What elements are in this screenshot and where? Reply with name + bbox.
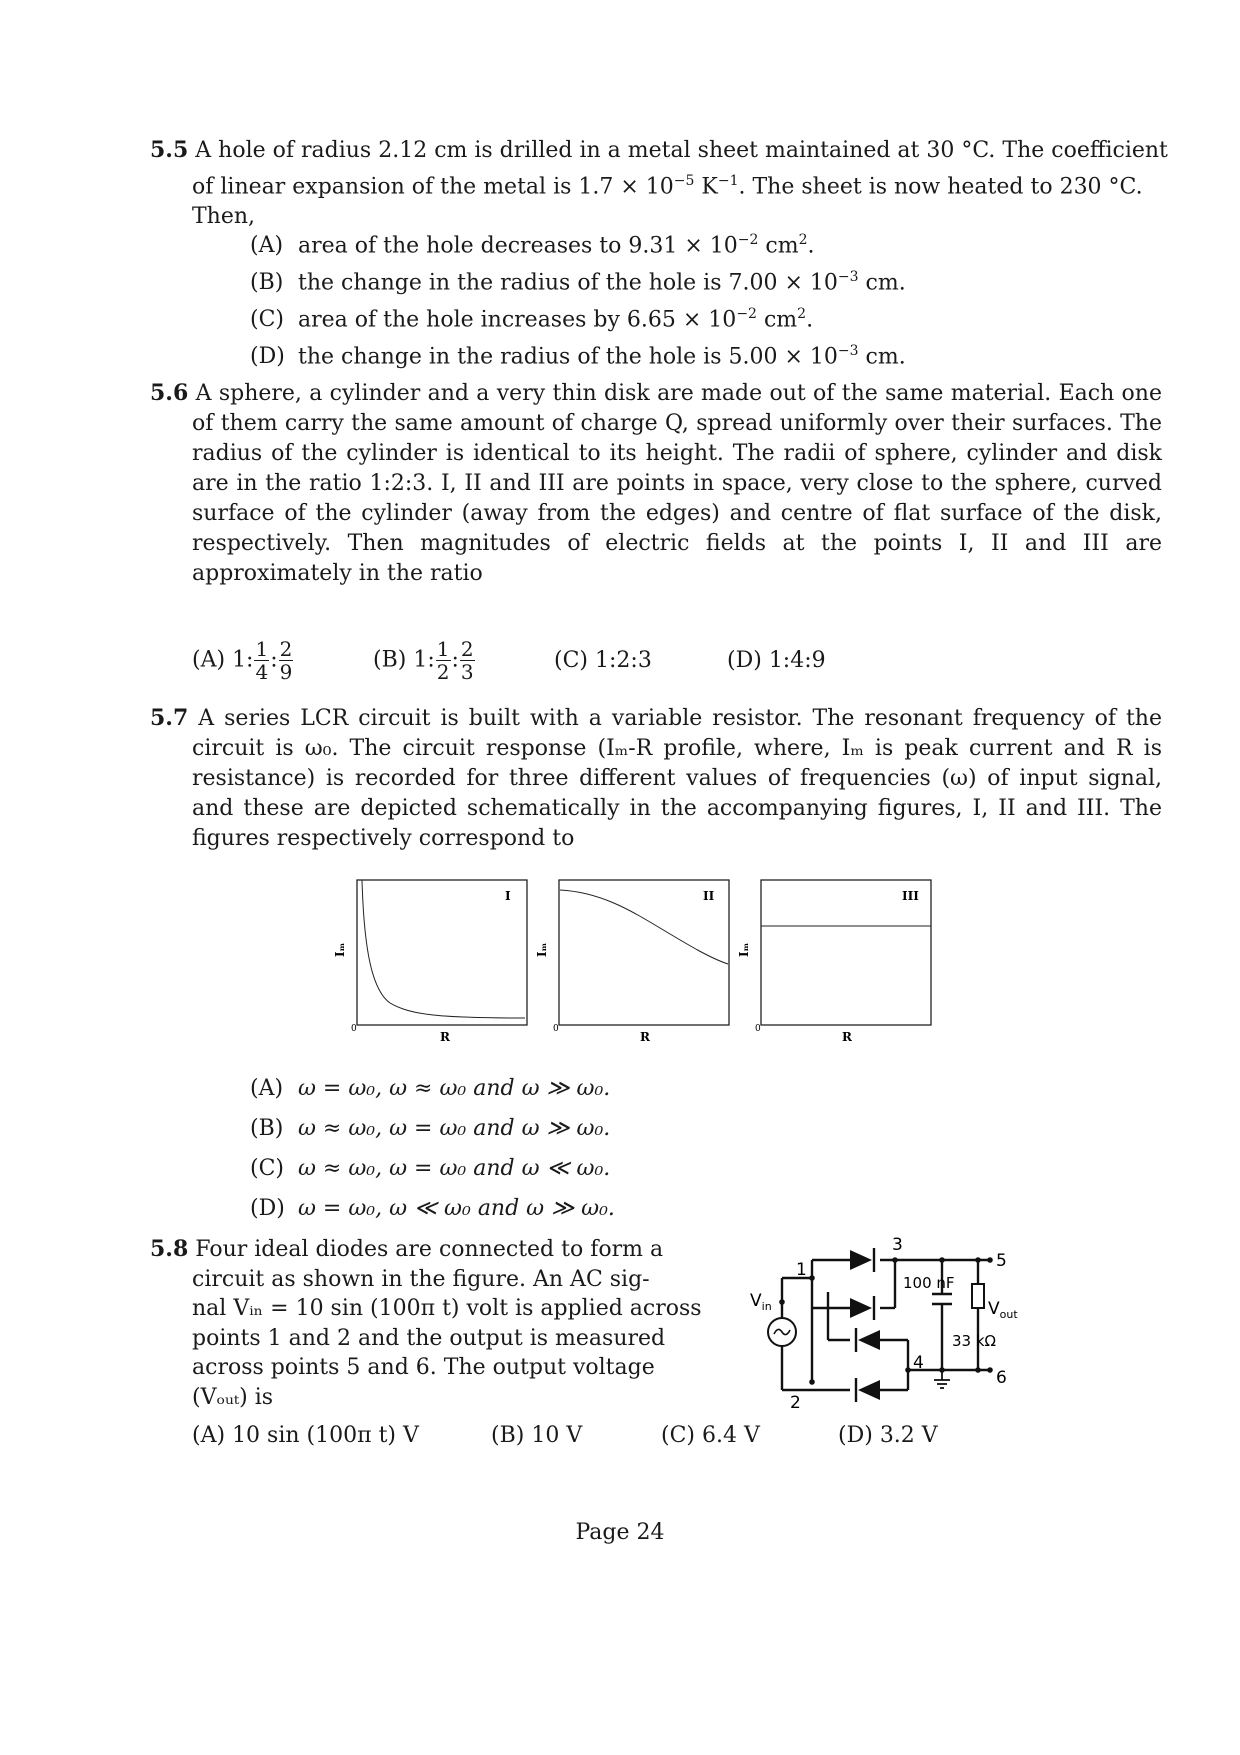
option-label: (A) (192, 647, 226, 673)
option-label: (B) (250, 270, 284, 296)
stem-text: . The sheet is now heated to 230 °C. (738, 174, 1143, 200)
question-5-7 (150, 703, 1162, 854)
option-text: cm (758, 233, 799, 259)
question-number: 5.5 (150, 137, 189, 163)
option-label: (C) (250, 1156, 284, 1181)
resistor-label: 33 kΩ (952, 1332, 997, 1350)
option-text: 1:4:9 (768, 647, 826, 673)
exponent: −1 (717, 173, 739, 189)
fraction (436, 638, 451, 683)
q56-option-c[interactable] (554, 648, 720, 673)
vout-symbol: V (988, 1299, 1000, 1319)
node-label-5: 5 (996, 1251, 1007, 1271)
denominator: 3 (460, 660, 474, 684)
option-text: 6.4 V (702, 1423, 760, 1448)
option-text: 10 V (531, 1423, 583, 1448)
option-text: 1: (413, 647, 435, 673)
option-text: 1:2:3 (595, 647, 652, 673)
q58-line: circuit as shown in the figure. An AC sig- (192, 1266, 650, 1292)
option-text: ω = ω₀, ω ≈ ω₀ and ω ≫ ω₀. (298, 1076, 611, 1101)
option-text: cm (756, 307, 798, 333)
option-label: (A) (250, 233, 284, 259)
vout-label (988, 1299, 1018, 1321)
question-number: 5.7 (150, 705, 189, 731)
option-text: . (807, 233, 815, 259)
option-label: (A) (192, 1423, 226, 1448)
option-text: 10 sin (100π t) V (232, 1423, 419, 1448)
vout-subscript: out (999, 1308, 1018, 1321)
option-label: (B) (250, 1116, 284, 1141)
q56-option-b[interactable] (373, 638, 547, 683)
im-r-graphs (320, 870, 950, 1050)
q55-option-d[interactable] (250, 336, 906, 372)
q58-options (192, 1423, 938, 1448)
q56-option-a[interactable] (192, 638, 366, 683)
graph-2-xlabel: R (640, 1030, 650, 1044)
capacitor-label: 100 nF (903, 1274, 955, 1292)
option-text: : (270, 647, 278, 673)
option-label: (D) (250, 344, 285, 370)
node-label-3: 3 (892, 1235, 903, 1255)
question-5-5-line2 (150, 166, 1143, 202)
fraction (254, 638, 269, 683)
fraction (460, 638, 475, 683)
question-5-6 (150, 378, 1162, 589)
denominator: 2 (436, 660, 450, 684)
graph-2 (535, 880, 729, 1044)
option-text: cm. (858, 270, 906, 296)
q58-line: nal Vᵢₙ = 10 sin (100π t) volt is applied across (192, 1296, 702, 1321)
graph-1-ylabel: Iₘ (333, 942, 347, 957)
graph-1-title: I (505, 889, 511, 903)
q56-options (192, 638, 826, 683)
exponent: −5 (673, 173, 695, 189)
numerator: 2 (460, 637, 474, 661)
graph-1-curve (362, 880, 525, 1018)
q55-option-c[interactable] (250, 299, 813, 335)
stem-text: Four ideal diodes are connected to form a (195, 1237, 664, 1262)
graph-3-ylabel: Iₘ (737, 942, 751, 957)
graph-2-ylabel: Iₘ (535, 942, 549, 957)
vin-label (750, 1291, 772, 1313)
graph-3-origin: 0 (755, 1024, 761, 1034)
numerator: 1 (255, 637, 269, 661)
question-number: 5.6 (150, 380, 189, 406)
exponent: 2 (797, 306, 807, 322)
graph-2-title: II (703, 889, 715, 903)
exponent: −3 (837, 343, 859, 359)
question-5-6-stem: A sphere, a cylinder and a very thin disk are made out of the same material. Each one of them carry the same amount of charge Q, spread uniformly over their surfaces. The radius of the cylinder is identical to its height. The radii of sphere, cylinder and disk are in the ratio 1:2:3. I, II and III are points in space, very close to the sphere, curved surface of the cylinder (away from the edges) and centre of flat surface of the disk, respectively. Then magnitudes of electric fields at the points I, II and III are approximately in the ratio (192, 381, 1162, 586)
graph-3 (737, 880, 931, 1044)
option-text: : (451, 647, 459, 673)
option-text: ω ≈ ω₀, ω = ω₀ and ω ≪ ω₀. (298, 1156, 611, 1181)
node-label-4: 4 (913, 1353, 924, 1373)
exponent: −3 (837, 269, 859, 285)
graph-1 (333, 880, 527, 1044)
q58-line: points 1 and 2 and the output is measured (192, 1325, 666, 1351)
option-text: ω = ω₀, ω ≪ ω₀ and ω ≫ ω₀. (298, 1196, 615, 1221)
q58-option-b[interactable] (491, 1423, 654, 1448)
node-label-2: 2 (790, 1393, 801, 1410)
stem-text: of linear expansion of the metal is 1.7 × 10 (192, 174, 674, 200)
page-number: Page 24 (575, 1520, 665, 1545)
question-5-5 (150, 135, 1168, 232)
option-label: (B) (373, 647, 407, 673)
question-5-8 (150, 1235, 702, 1412)
q55-option-b[interactable] (250, 262, 906, 298)
option-label: (D) (250, 1196, 285, 1221)
exponent: −2 (737, 232, 759, 248)
graph-1-xlabel: R (440, 1030, 450, 1044)
exponent: 2 (798, 232, 808, 248)
graph-1-origin: 0 (351, 1024, 357, 1034)
q57-option-c[interactable] (250, 1154, 610, 1184)
numerator: 2 (279, 637, 293, 661)
denominator: 4 (255, 660, 269, 684)
node-label-1: 1 (796, 1260, 807, 1280)
q57-option-a[interactable] (250, 1074, 610, 1104)
diode-icon (850, 1248, 880, 1402)
question-number: 5.8 (150, 1236, 189, 1262)
numerator: 1 (436, 637, 450, 661)
graph-2-origin: 0 (553, 1024, 559, 1034)
option-text: area of the hole increases by 6.65 × 10 (298, 307, 737, 333)
question-5-5-line3: Then, (192, 204, 256, 230)
option-text: . (806, 307, 814, 333)
vin-subscript: in (761, 1300, 772, 1313)
option-text: the change in the radius of the hole is 7.00 × 10 (298, 270, 838, 296)
question-5-5-line1 (150, 135, 1168, 166)
option-text: ω ≈ ω₀, ω = ω₀ and ω ≫ ω₀. (298, 1116, 611, 1141)
diode-bridge-circuit (740, 1230, 1030, 1410)
graph-3-title: III (902, 889, 919, 903)
question-5-5-stem-line1: A hole of radius 2.12 cm is drilled in a metal sheet maintained at 30 °C. The coefficient (195, 138, 1168, 163)
q58-option-a[interactable] (192, 1423, 484, 1448)
option-label: (D) (727, 647, 762, 673)
q58-option-d[interactable] (838, 1423, 938, 1448)
exponent: −2 (736, 306, 757, 322)
fraction (279, 638, 294, 683)
q55-option-a[interactable] (250, 225, 815, 261)
option-label: (D) (838, 1423, 873, 1448)
node-label-6: 6 (996, 1368, 1007, 1388)
option-label: (C) (661, 1423, 695, 1448)
q57-option-b[interactable] (250, 1114, 610, 1144)
q58-line (150, 1235, 670, 1265)
option-label: (C) (250, 307, 284, 333)
question-5-7-stem: A series LCR circuit is built with a variable resistor. The resonant frequency of the circuit is ω₀. The circuit response (Iₘ-R profile, where, Iₘ is peak current and R is resistance) is recorded for three different values of frequencies (ω) of input signal, and these are depicted schematically in the accompanying figures, I, II and III. The figures respectively correspond to (192, 706, 1162, 851)
vin-symbol: V (750, 1291, 762, 1311)
option-text: the change in the radius of the hole is 5.00 × 10 (298, 344, 838, 370)
resistor-icon (972, 1284, 984, 1308)
graph-1-frame (357, 880, 527, 1025)
option-label: (A) (250, 1076, 284, 1101)
option-text: 1: (232, 647, 254, 673)
denominator: 9 (279, 660, 293, 684)
q56-option-d[interactable] (727, 648, 826, 673)
option-label: (B) (491, 1423, 525, 1448)
q58-line: (Vₒᵤₜ) is (192, 1384, 274, 1410)
option-label: (C) (554, 647, 588, 673)
stem-text: K (694, 174, 718, 200)
q58-line: across points 5 and 6. The output voltage (192, 1355, 655, 1380)
graph-3-xlabel: R (842, 1030, 852, 1044)
option-text: cm. (858, 344, 906, 370)
q57-option-d[interactable] (250, 1194, 615, 1224)
option-text: 3.2 V (879, 1423, 938, 1448)
q58-option-c[interactable] (661, 1423, 831, 1448)
option-text: area of the hole decreases to 9.31 × 10 (298, 233, 738, 259)
